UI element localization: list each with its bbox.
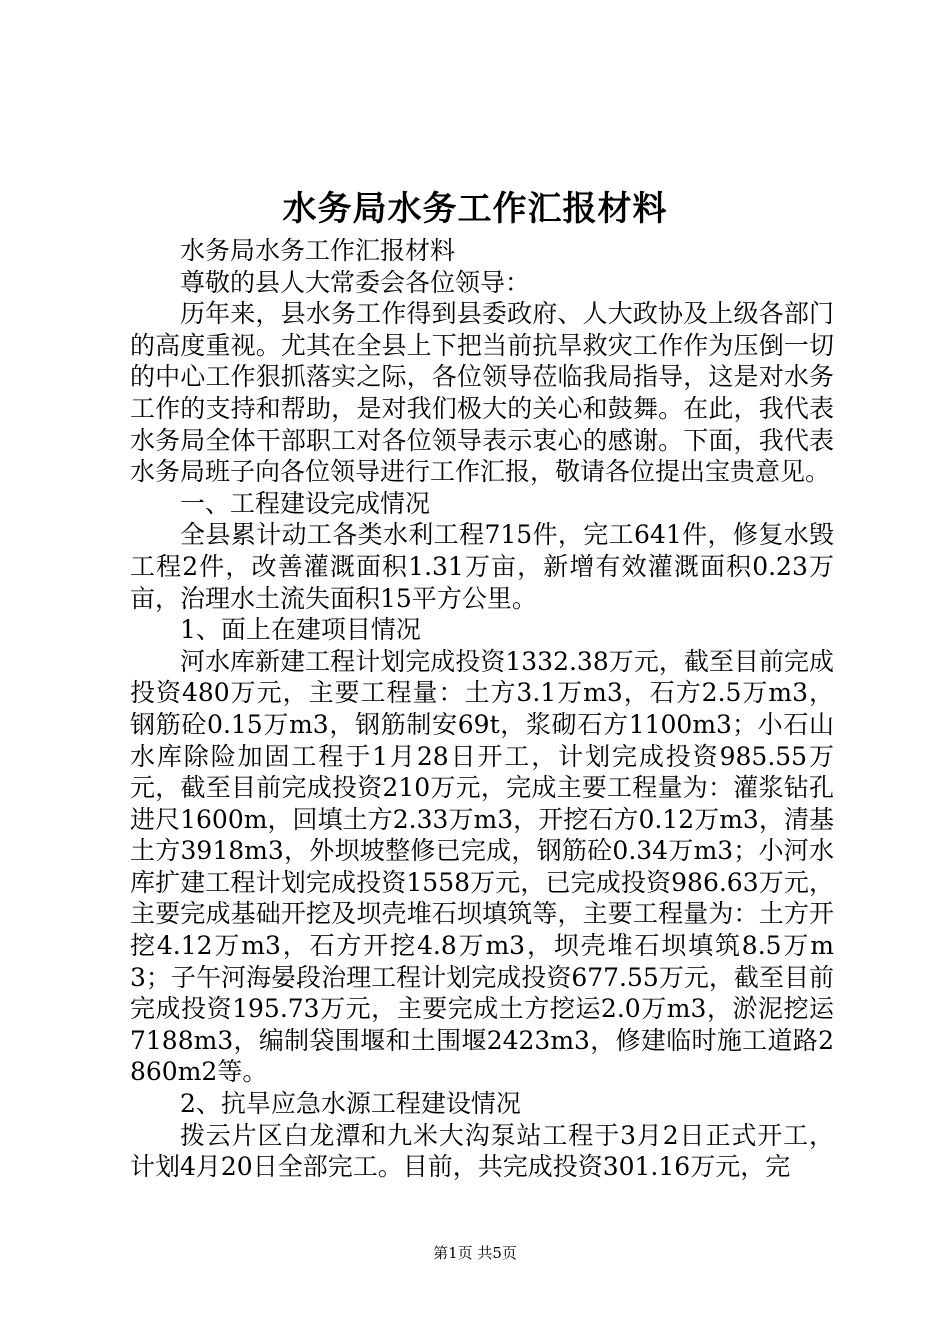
document-body: [130, 235, 834, 1183]
paragraph-intro: 历年来，县水务工作得到县委政府、人大政协及上级各部门的高度重视。尤其在全县上下把当前抗旱救灾工作作为压倒一切的中心工作狠抓落实之际，各位领导莅临我局指导，这是对水务工作的支持和帮助，是对我们极大的关心和鼓舞。在此，我代表水务局全体干部职工对各位领导表示衷心的感谢。下面，我代表水务局班子向各位领导进行工作汇报，敬请各位提出宝贵意见。: [130, 299, 834, 487]
paragraph-subtitle: 水务局水务工作汇报材料: [180, 236, 456, 265]
paragraph-projects: 河水库新建工程计划完成投资1332.38万元，截至目前完成投资480万元，主要工程量：土方3.1万m3，石方2.5万m3，钢筋砼0.15万m3，钢筋制安69t，浆砌石方1100m3；小石山水库除险加固工程于1月28日开工，计划完成投资985.55万元，截至目前完成投资210万元，完成主要工程量为：灌浆钻孔进尺1600m，回填土方2.33万m3，开挖石方0.12万m3，清基土方3918m3，外坝坡整修已完成，钢筋砼0.34万m3；小河水库扩建工程计划完成投资1558万元，已完成投资986.63万元，主要完成基础开挖及坝壳堆石坝填筑等，主要工程量为：土方开挖4.12万m3，石方开挖4.8万m3，坝壳堆石坝填筑8.5万m3；子午河海晏段治理工程计划完成投资677.55万元，截至目前完成投资195.73万元，主要完成土方挖运2.0万m3，淤泥挖运7188m3，编制袋围堰和土围堰2423m3，修建临时施工道路2860m2等。: [130, 646, 834, 1087]
section-heading-1: 一、工程建设完成情况: [180, 488, 431, 518]
paragraph-drought-relief: 拨云片区白龙潭和九米大沟泵站工程于3月2日正式开工，计划4月20日全部完工。目前，共完成投资301.16万元，完: [130, 1120, 834, 1182]
page-footer: 第1页 共5页: [433, 1244, 517, 1262]
paragraph-summary: 全县累计动工各类水利工程715件，完工641件，修复水毁工程2件，改善灌溉面积1.31万亩，新增有效灌溉面积0.23万亩，治理水土流失面积15平方公里。: [130, 520, 834, 613]
subsection-heading-2: 2、抗旱应急水源工程建设情况: [180, 1089, 521, 1119]
document-title: 水务局水务工作汇报材料: [282, 189, 668, 229]
paragraph-salutation: 尊敬的县人大常委会各位领导：: [180, 267, 531, 297]
subsection-heading-1: 1、面上在建项目情况: [180, 615, 421, 645]
